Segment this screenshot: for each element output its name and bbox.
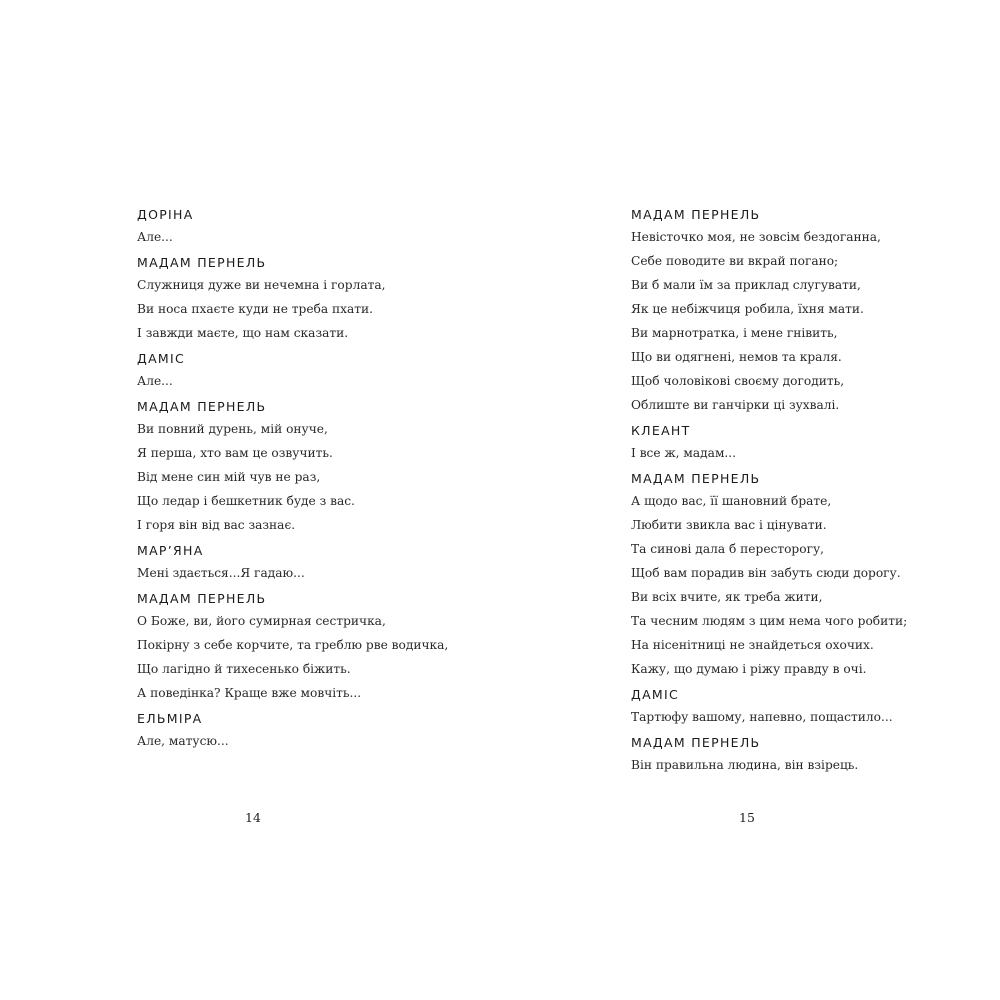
right-page-text <box>631 204 961 777</box>
verse-line: Що ви одягнені, немов та краля. <box>631 350 842 364</box>
verse-line: Щоб вам порадив він забуть сюди дорогу. <box>631 566 901 580</box>
verse-line: На нісенітниці не знайдеться охочих. <box>631 638 874 652</box>
dialogue-block <box>137 708 467 753</box>
speaker-name: КЛЕАНТ <box>631 423 691 438</box>
speaker-name: ЕЛЬМІРА <box>137 711 203 726</box>
verse-line: Себе поводите ви вкрай погано; <box>631 254 839 268</box>
dialogue-block <box>137 252 467 345</box>
verse-line: Але... <box>137 230 173 244</box>
dialogue-block <box>631 420 961 465</box>
verse-line: Покірну з себе корчите, та греблю рве водичка, <box>137 638 449 652</box>
verse-line: Ви б мали їм за приклад слугувати, <box>631 278 861 292</box>
left-page-text <box>137 204 467 753</box>
speaker-name: ДАМІС <box>631 687 680 702</box>
verse-line: Що лагідно й тихесенько біжить. <box>137 662 351 676</box>
dialogue-block <box>137 396 467 537</box>
dialogue-block <box>137 348 467 393</box>
left-page-number: 14 <box>245 810 261 825</box>
verse-line: Кажу, що думаю і ріжу правду в очі. <box>631 662 867 676</box>
verse-line: О Боже, ви, його сумирная сестричка, <box>137 614 386 628</box>
verse-line: А поведінка? Краще вже мовчіть... <box>137 686 362 700</box>
verse-line: Облиште ви ганчірки ці зухвалі. <box>631 398 840 412</box>
verse-line: А щодо вас, її шановний брате, <box>631 494 832 508</box>
dialogue-block <box>137 540 467 585</box>
verse-line: І завжди маєте, що нам сказати. <box>137 326 349 340</box>
dialogue-block <box>137 204 467 249</box>
verse-line: Я перша, хто вам це озвучить. <box>137 446 333 460</box>
verse-line: Та чесним людям з цим нема чого робити; <box>631 614 908 628</box>
verse-line: Від мене син мій чув не раз, <box>137 470 321 484</box>
verse-line: Що ледар і бешкетник буде з вас. <box>137 494 355 508</box>
verse-line: І горя він від вас зазнає. <box>137 518 296 532</box>
verse-line: Як це небіжчиця робила, їхня мати. <box>631 302 864 316</box>
verse-line: Служниця дуже ви нечемна і горлата, <box>137 278 386 292</box>
speaker-name: МАДАМ ПЕРНЕЛЬ <box>631 207 761 222</box>
dialogue-block <box>631 684 961 729</box>
dialogue-block <box>631 468 961 681</box>
verse-line: І все ж, мадам... <box>631 446 737 460</box>
verse-line: Але... <box>137 374 173 388</box>
speaker-name: МАДАМ ПЕРНЕЛЬ <box>631 471 761 486</box>
verse-line: Він правильна людина, він взірець. <box>631 758 859 772</box>
verse-line: Любити звикла вас і цінувати. <box>631 518 827 532</box>
dialogue-block <box>137 588 467 705</box>
speaker-name: МАДАМ ПЕРНЕЛЬ <box>137 255 267 270</box>
verse-line: Ви марнотратка, і мене гнівить, <box>631 326 838 340</box>
speaker-name: ДОРІНА <box>137 207 194 222</box>
verse-line: Тартюфу вашому, напевно, пощастило... <box>631 710 893 724</box>
speaker-name: МАДАМ ПЕРНЕЛЬ <box>631 735 761 750</box>
verse-line: Але, матусю... <box>137 734 229 748</box>
dialogue-block <box>631 732 961 777</box>
dialogue-block <box>631 204 961 417</box>
verse-line: Та синові дала б пересторогу, <box>631 542 825 556</box>
verse-line: Невісточко моя, не зовсім бездоганна, <box>631 230 881 244</box>
speaker-name: МАР’ЯНА <box>137 543 204 558</box>
verse-line: Щоб чоловікові своєму догодить, <box>631 374 845 388</box>
speaker-name: ДАМІС <box>137 351 186 366</box>
verse-line: Ви носа пхаєте куди не треба пхати. <box>137 302 374 316</box>
speaker-name: МАДАМ ПЕРНЕЛЬ <box>137 399 267 414</box>
right-page-number: 15 <box>739 810 755 825</box>
verse-line: Мені здається...Я гадаю... <box>137 566 305 580</box>
verse-line: Ви всіх вчите, як треба жити, <box>631 590 823 604</box>
speaker-name: МАДАМ ПЕРНЕЛЬ <box>137 591 267 606</box>
verse-line: Ви повний дурень, мій онуче, <box>137 422 328 436</box>
